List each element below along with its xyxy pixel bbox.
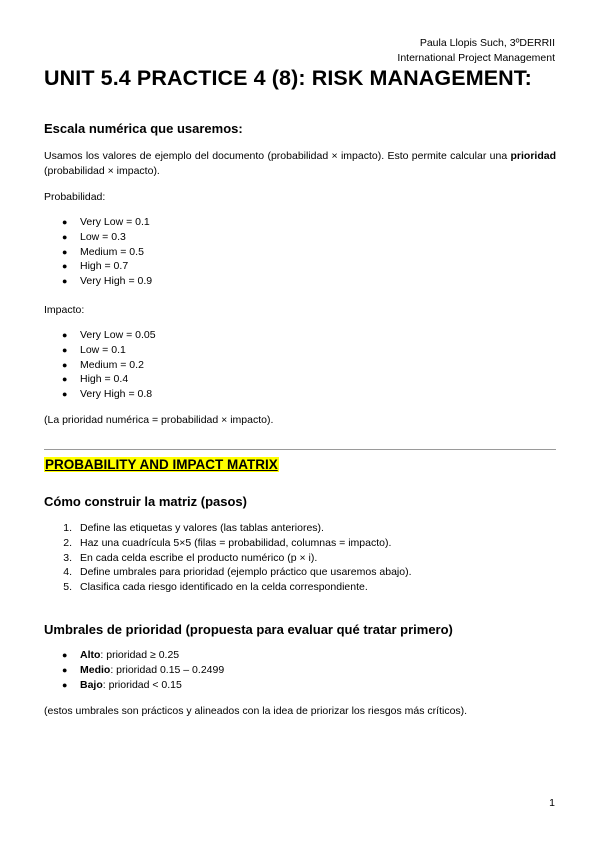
list-item-text: Very High = 0.8 — [80, 388, 153, 401]
scale-heading: Escala numérica que usaremos: — [44, 121, 243, 136]
list-item — [44, 565, 412, 580]
list-item — [44, 358, 156, 373]
list-item-text: Very Low = 0.05 — [80, 329, 156, 341]
step-number: 4. — [63, 566, 72, 579]
list-item — [44, 328, 156, 343]
list-item-text: Medium = 0.5 — [80, 245, 144, 258]
bullet-icon: ● — [62, 374, 68, 385]
list-item — [44, 648, 224, 663]
list-item — [44, 245, 152, 260]
threshold-label: Bajo — [80, 678, 103, 691]
priority-note: (La prioridad numérica = probabilidad × impacto). — [44, 414, 274, 426]
bullet-icon: ● — [62, 359, 68, 370]
step-number: 1. — [63, 522, 72, 534]
list-item-text: Very Low = 0.1 — [80, 216, 150, 228]
list-item-text: Low = 0.3 — [80, 230, 126, 243]
step-text: En cada celda escribe el producto numérico (p × i). — [80, 551, 318, 564]
step-text: Define las etiquetas y valores (las tablas anteriores). — [80, 522, 324, 534]
thresholds-heading: Umbrales de prioridad (propuesta para evaluar qué tratar primero) — [44, 622, 453, 637]
list-item — [44, 372, 156, 387]
list-item-text: Medium = 0.2 — [80, 358, 144, 371]
step-number: 2. — [63, 536, 72, 549]
bullet-icon: ● — [62, 330, 68, 340]
list-item — [44, 274, 152, 289]
bullet-icon: ● — [62, 389, 68, 400]
bullet-icon: ● — [62, 217, 68, 227]
step-text: Haz una cuadrícula 5×5 (filas = probabilidad, columnas = impacto). — [80, 536, 392, 549]
scale-intro — [44, 149, 556, 179]
bullet-icon: ● — [62, 231, 68, 242]
list-item — [44, 580, 412, 595]
scale-intro-tail: (probabilidad × impacto). — [44, 165, 160, 177]
step-text: Define umbrales para prioridad (ejemplo práctico que usaremos abajo). — [80, 566, 412, 579]
list-item-text: Very High = 0.9 — [80, 275, 153, 288]
list-item — [44, 387, 156, 402]
bullet-icon: ● — [62, 664, 68, 675]
list-item — [44, 343, 156, 358]
steps-heading: Cómo construir la matriz (pasos) — [44, 494, 247, 509]
bullet-icon: ● — [62, 344, 68, 355]
list-item — [44, 551, 412, 566]
matrix-heading-text: PROBABILITY AND IMPACT MATRIX — [45, 457, 278, 472]
list-item-text: High = 0.4 — [80, 373, 129, 386]
step-text: Clasifica cada riesgo identificado en la celda correspondiente. — [80, 581, 368, 594]
horizontal-divider — [44, 449, 556, 450]
author-line: Paula Llopis Such, 3ºDERRII — [419, 37, 555, 49]
list-item — [44, 663, 224, 678]
steps-list — [44, 521, 412, 595]
impact-label: Impacto: — [44, 304, 85, 316]
closing-note: (estos umbrales son prácticos y alineados con la idea de priorizar los riesgos más críticos). — [44, 705, 468, 717]
bullet-icon: ● — [62, 246, 68, 257]
list-item — [44, 521, 412, 536]
bullet-icon: ● — [62, 650, 68, 660]
matrix-heading — [44, 457, 279, 472]
document-header — [397, 36, 555, 66]
probability-label: Probabilidad: — [44, 191, 106, 203]
list-item — [44, 230, 152, 245]
thresholds-list — [44, 648, 224, 692]
list-item — [44, 678, 224, 693]
course-line: International Project Management — [397, 52, 555, 64]
list-item-text: High = 0.7 — [80, 260, 129, 273]
step-number: 5. — [63, 581, 72, 594]
impact-list — [44, 328, 156, 402]
threshold-text: : prioridad 0.15 – 0.2499 — [110, 663, 225, 676]
threshold-text: : prioridad ≥ 0.25 — [100, 649, 180, 661]
scale-intro-text: Usamos los valores de ejemplo del documento (probabilidad × impacto). Esto permite calcular una — [44, 150, 508, 162]
list-item — [44, 259, 152, 274]
page-title: UNIT 5.4 PRACTICE 4 (8): RISK MANAGEMENT: — [44, 66, 532, 90]
bullet-icon: ● — [62, 276, 68, 287]
list-item — [44, 536, 412, 551]
scale-intro-bold: prioridad — [510, 150, 556, 162]
list-item-text: Low = 0.1 — [80, 343, 126, 356]
probability-list — [44, 215, 152, 289]
threshold-text: : prioridad < 0.15 — [102, 678, 182, 691]
list-item — [44, 215, 152, 230]
bullet-icon: ● — [62, 679, 68, 690]
threshold-label: Medio — [80, 663, 111, 676]
bullet-icon: ● — [62, 261, 68, 272]
step-number: 3. — [63, 551, 72, 564]
threshold-label: Alto — [80, 649, 101, 661]
page-number: 1 — [549, 797, 555, 809]
